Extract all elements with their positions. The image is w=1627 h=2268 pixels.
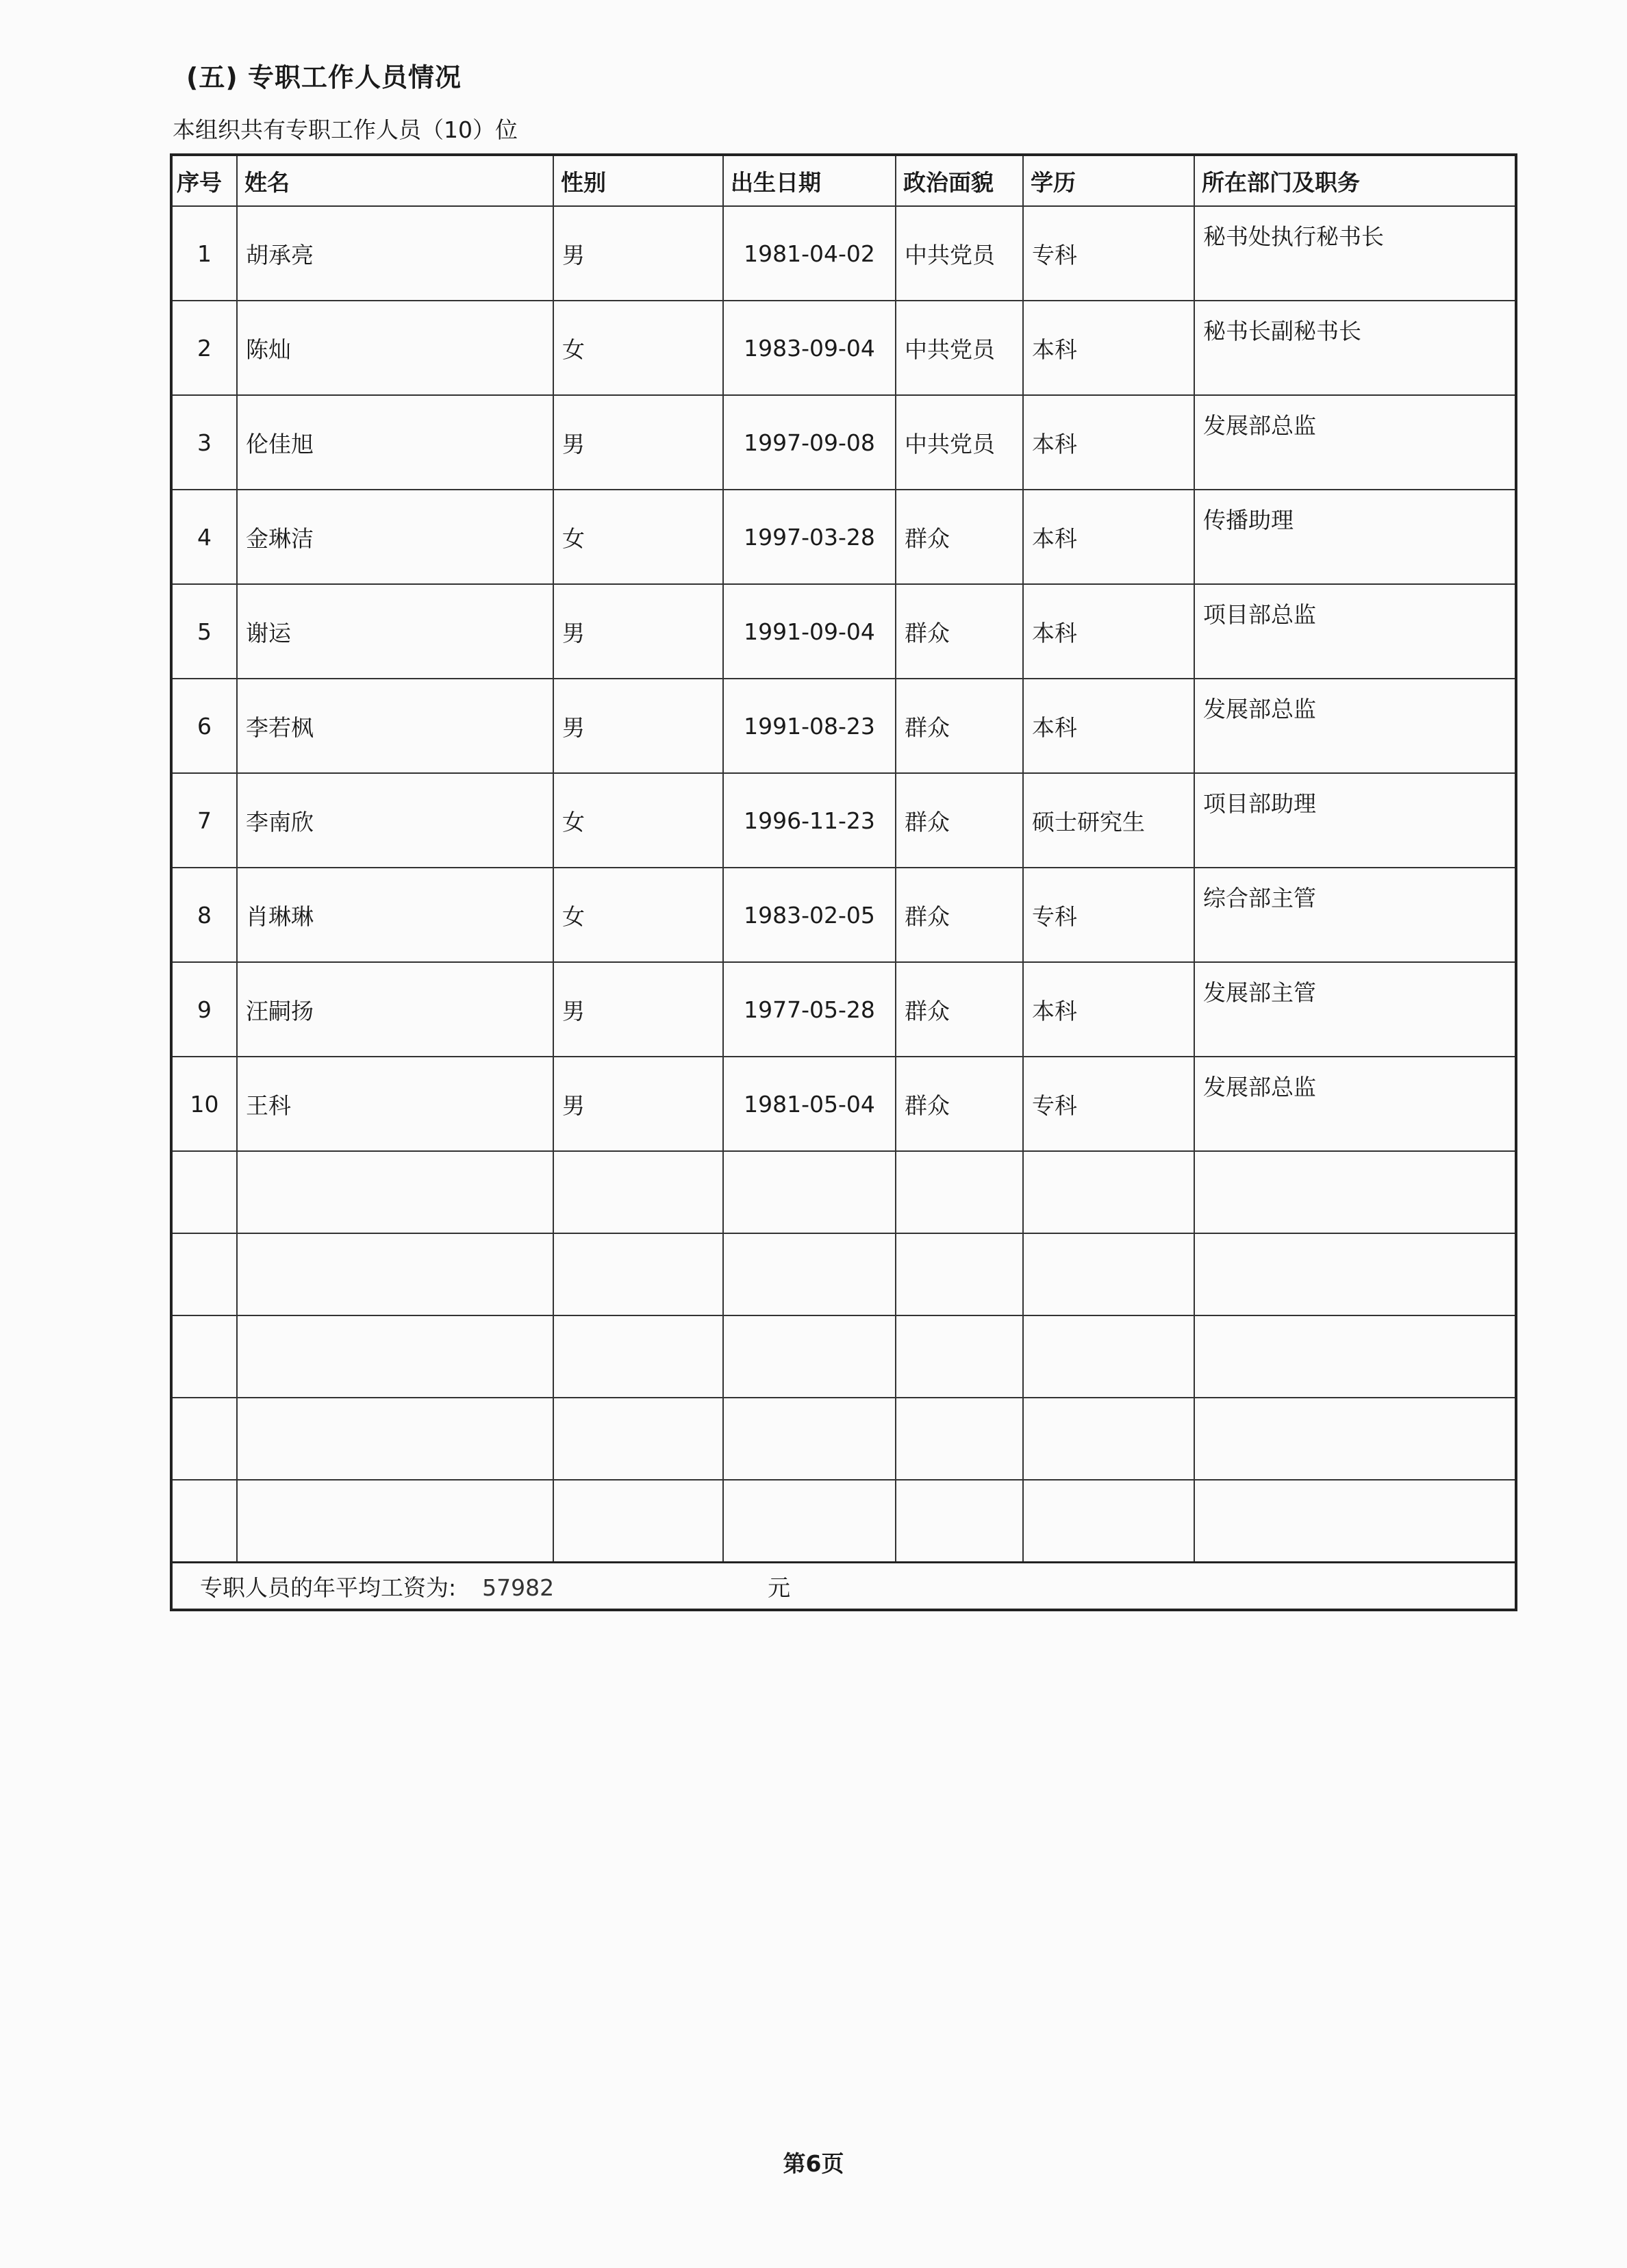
cell-department-position: 秘书长副秘书长 — [1194, 301, 1516, 395]
table-row — [171, 584, 1516, 679]
cell-birth-date: 1981-04-02 — [723, 206, 896, 301]
cell-department-position: 项目部助理 — [1194, 773, 1516, 868]
cell-department-position: 项目部总监 — [1194, 584, 1516, 679]
cell-index: 2 — [171, 301, 237, 395]
cell-birth-date: 1996-11-23 — [723, 773, 896, 868]
cell-education: 本科 — [1023, 490, 1194, 584]
empty-table-row — [171, 1233, 1516, 1315]
table-row — [171, 773, 1516, 868]
salary-label: 专职人员的年平均工资为: — [200, 1574, 457, 1601]
cell-political-status: 群众 — [896, 490, 1023, 584]
empty-cell — [723, 1398, 896, 1480]
empty-cell — [237, 1233, 553, 1315]
staff-table — [170, 153, 1517, 1611]
empty-cell — [171, 1233, 237, 1315]
table-row — [171, 301, 1516, 395]
cell-birth-date: 1997-09-08 — [723, 395, 896, 490]
cell-education: 本科 — [1023, 962, 1194, 1057]
cell-political-status: 中共党员 — [896, 206, 1023, 301]
salary-value: 57982 — [482, 1574, 555, 1601]
empty-cell — [237, 1151, 553, 1233]
header-index: 序号 — [171, 155, 237, 206]
empty-cell — [723, 1233, 896, 1315]
table-row — [171, 868, 1516, 962]
header-department-position: 所在部门及职务 — [1194, 155, 1516, 206]
cell-birth-date: 1983-02-05 — [723, 868, 896, 962]
cell-birth-date: 1983-09-04 — [723, 301, 896, 395]
empty-cell — [1194, 1151, 1516, 1233]
cell-gender: 男 — [553, 395, 723, 490]
empty-cell — [723, 1151, 896, 1233]
cell-gender: 男 — [553, 584, 723, 679]
cell-education: 专科 — [1023, 868, 1194, 962]
cell-department-position: 发展部总监 — [1194, 679, 1516, 773]
table-body — [171, 206, 1516, 1610]
cell-name: 王科 — [237, 1057, 553, 1151]
empty-cell — [171, 1151, 237, 1233]
cell-name: 肖琳琳 — [237, 868, 553, 962]
cell-index: 4 — [171, 490, 237, 584]
empty-cell — [896, 1480, 1023, 1563]
salary-row — [171, 1563, 1516, 1611]
empty-table-row — [171, 1398, 1516, 1480]
cell-political-status: 群众 — [896, 584, 1023, 679]
cell-index: 9 — [171, 962, 237, 1057]
salary-unit: 元 — [768, 1574, 791, 1601]
cell-gender: 男 — [553, 679, 723, 773]
header-gender: 性别 — [553, 155, 723, 206]
cell-department-position: 发展部主管 — [1194, 962, 1516, 1057]
cell-department-position: 综合部主管 — [1194, 868, 1516, 962]
cell-education: 本科 — [1023, 395, 1194, 490]
table-row — [171, 206, 1516, 301]
cell-education: 专科 — [1023, 1057, 1194, 1151]
table-header-row — [171, 155, 1516, 206]
empty-cell — [723, 1480, 896, 1563]
cell-name: 汪嗣扬 — [237, 962, 553, 1057]
cell-name: 谢运 — [237, 584, 553, 679]
cell-education: 硕士研究生 — [1023, 773, 1194, 868]
cell-education: 专科 — [1023, 206, 1194, 301]
cell-gender: 女 — [553, 490, 723, 584]
cell-political-status: 群众 — [896, 679, 1023, 773]
table-row — [171, 395, 1516, 490]
empty-cell — [1023, 1151, 1194, 1233]
cell-name: 陈灿 — [237, 301, 553, 395]
cell-political-status: 中共党员 — [896, 301, 1023, 395]
empty-cell — [237, 1315, 553, 1398]
cell-gender: 男 — [553, 1057, 723, 1151]
table-row — [171, 1057, 1516, 1151]
cell-political-status: 群众 — [896, 1057, 1023, 1151]
cell-index: 6 — [171, 679, 237, 773]
cell-department-position: 发展部总监 — [1194, 395, 1516, 490]
cell-gender: 女 — [553, 868, 723, 962]
empty-cell — [553, 1151, 723, 1233]
cell-political-status: 群众 — [896, 962, 1023, 1057]
section-title: (五) 专职工作人员情况 — [186, 62, 462, 92]
cell-name: 李南欣 — [237, 773, 553, 868]
empty-cell — [1194, 1398, 1516, 1480]
empty-table-row — [171, 1480, 1516, 1563]
empty-cell — [1194, 1480, 1516, 1563]
empty-cell — [1194, 1315, 1516, 1398]
empty-cell — [237, 1480, 553, 1563]
cell-political-status: 群众 — [896, 868, 1023, 962]
cell-political-status: 群众 — [896, 773, 1023, 868]
cell-gender: 男 — [553, 206, 723, 301]
empty-cell — [553, 1398, 723, 1480]
empty-cell — [553, 1315, 723, 1398]
empty-cell — [896, 1233, 1023, 1315]
empty-cell — [171, 1480, 237, 1563]
cell-department-position: 秘书处执行秘书长 — [1194, 206, 1516, 301]
cell-gender: 女 — [553, 773, 723, 868]
header-political-status: 政治面貌 — [896, 155, 1023, 206]
cell-name: 胡承亮 — [237, 206, 553, 301]
cell-gender: 女 — [553, 301, 723, 395]
cell-birth-date: 1977-05-28 — [723, 962, 896, 1057]
staff-count-summary: 本组织共有专职工作人员（10）位 — [173, 116, 518, 143]
cell-political-status: 中共党员 — [896, 395, 1023, 490]
table-row — [171, 490, 1516, 584]
empty-cell — [171, 1315, 237, 1398]
empty-table-row — [171, 1151, 1516, 1233]
empty-cell — [553, 1480, 723, 1563]
empty-cell — [1023, 1398, 1194, 1480]
table-row — [171, 962, 1516, 1057]
empty-cell — [896, 1315, 1023, 1398]
empty-cell — [1023, 1233, 1194, 1315]
cell-index: 3 — [171, 395, 237, 490]
cell-birth-date: 1991-08-23 — [723, 679, 896, 773]
header-name: 姓名 — [237, 155, 553, 206]
cell-education: 本科 — [1023, 584, 1194, 679]
page-number: 第6页 — [783, 2150, 844, 2177]
empty-cell — [1194, 1233, 1516, 1315]
cell-education: 本科 — [1023, 301, 1194, 395]
cell-department-position: 传播助理 — [1194, 490, 1516, 584]
salary-cell — [171, 1563, 1516, 1611]
empty-cell — [553, 1233, 723, 1315]
cell-birth-date: 1991-09-04 — [723, 584, 896, 679]
cell-name: 金琳洁 — [237, 490, 553, 584]
empty-cell — [1023, 1480, 1194, 1563]
cell-birth-date: 1997-03-28 — [723, 490, 896, 584]
cell-birth-date: 1981-05-04 — [723, 1057, 896, 1151]
header-education: 学历 — [1023, 155, 1194, 206]
table-row — [171, 679, 1516, 773]
empty-cell — [171, 1398, 237, 1480]
header-birth-date: 出生日期 — [723, 155, 896, 206]
cell-index: 10 — [171, 1057, 237, 1151]
cell-index: 7 — [171, 773, 237, 868]
cell-gender: 男 — [553, 962, 723, 1057]
cell-name: 李若枫 — [237, 679, 553, 773]
empty-table-row — [171, 1315, 1516, 1398]
empty-cell — [896, 1151, 1023, 1233]
cell-name: 伦佳旭 — [237, 395, 553, 490]
cell-index: 1 — [171, 206, 237, 301]
cell-department-position: 发展部总监 — [1194, 1057, 1516, 1151]
empty-cell — [896, 1398, 1023, 1480]
cell-index: 5 — [171, 584, 237, 679]
empty-cell — [723, 1315, 896, 1398]
empty-cell — [1023, 1315, 1194, 1398]
cell-index: 8 — [171, 868, 237, 962]
empty-cell — [237, 1398, 553, 1480]
cell-education: 本科 — [1023, 679, 1194, 773]
